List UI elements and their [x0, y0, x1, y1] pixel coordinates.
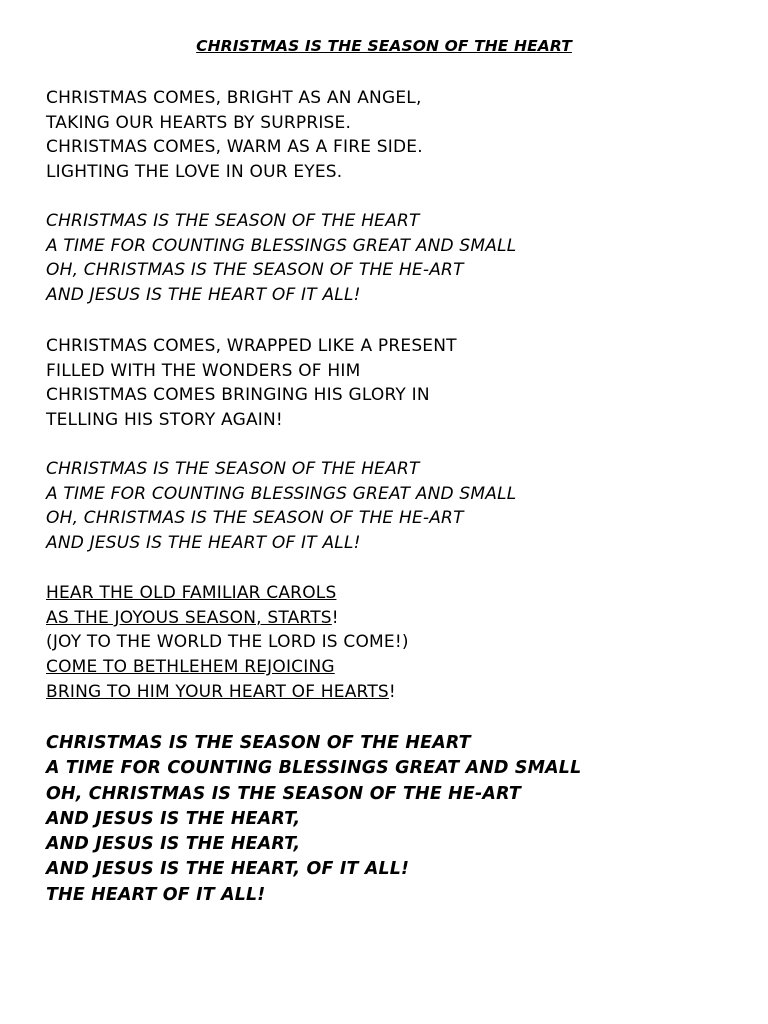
chorus-1-line-1: CHRISTMAS IS THE SEASON OF THE HEART [46, 211, 420, 231]
chorus-2-line-3: OH, CHRISTMAS IS THE SEASON OF THE HE-ART [46, 508, 464, 529]
final-chorus [46, 731, 581, 908]
verse-2-line-3: CHRISTMAS COMES BRINGING HIS GLORY IN [46, 385, 430, 406]
verse-2-line-4: TELLING HIS STORY AGAIN! [46, 410, 283, 431]
bridge-line-2-tail: ! [331, 607, 339, 628]
chorus-1-line-3: OH, CHRISTMAS IS THE SEASON OF THE HE-ART [46, 260, 464, 281]
bridge-line-5 [46, 680, 409, 705]
bridge [46, 581, 409, 705]
bridge-line-5-tail: ! [388, 681, 396, 702]
chorus-2 [46, 457, 516, 556]
verse-2 [46, 334, 457, 433]
bridge-line-1-underlined: HEAR THE OLD FAMILIAR CAROLS [46, 583, 337, 603]
verse-1-line-2: TAKING OUR HEARTS BY SURPRISE. [46, 112, 352, 133]
final-chorus-line-1: CHRISTMAS IS THE SEASON OF THE HEART [46, 733, 471, 753]
bridge-line-2-underlined: AS THE JOYOUS SEASON, STARTS [46, 607, 332, 628]
chorus-2-line-2: A TIME FOR COUNTING BLESSINGS GREAT AND SMALL [46, 483, 517, 504]
bridge-line-5-underlined: BRING TO HIM YOUR HEART OF HEARTS [46, 681, 389, 702]
bridge-line-1 [46, 581, 409, 606]
chorus-1-line-2: A TIME FOR COUNTING BLESSINGS GREAT AND SMALL [46, 235, 517, 256]
final-chorus-line-5: AND JESUS IS THE HEART, [46, 834, 301, 855]
verse-1 [46, 86, 423, 185]
chorus-1-line-4: AND JESUS IS THE HEART OF IT ALL! [46, 285, 361, 306]
final-chorus-line-6: AND JESUS IS THE HEART, OF IT ALL! [46, 859, 410, 880]
bridge-line-4 [46, 655, 409, 680]
verse-2-line-1: CHRISTMAS COMES, WRAPPED LIKE A PRESENT [46, 336, 457, 356]
song-title: CHRISTMAS IS THE SEASON OF THE HEART [196, 37, 572, 55]
bridge-line-3: (JOY TO THE WORLD THE LORD IS COME!) [46, 632, 409, 653]
chorus-1 [46, 209, 516, 308]
verse-1-line-1: CHRISTMAS COMES, BRIGHT AS AN ANGEL, [46, 88, 422, 108]
verse-1-line-4: LIGHTING THE LOVE IN OUR EYES. [46, 162, 343, 183]
chorus-2-line-1: CHRISTMAS IS THE SEASON OF THE HEART [46, 459, 420, 479]
final-chorus-line-7: THE HEART OF IT ALL! [46, 884, 266, 905]
final-chorus-line-2: A TIME FOR COUNTING BLESSINGS GREAT AND SMALL [46, 758, 582, 779]
bridge-line-4-underlined: COME TO BETHLEHEM REJOICING [46, 657, 335, 678]
final-chorus-line-3: OH, CHRISTMAS IS THE SEASON OF THE HE-ART [46, 783, 521, 804]
final-chorus-line-4: AND JESUS IS THE HEART, [46, 808, 301, 829]
verse-2-line-2: FILLED WITH THE WONDERS OF HIM [46, 360, 361, 381]
verse-1-line-3: CHRISTMAS COMES, WARM AS A FIRE SIDE. [46, 137, 423, 158]
bridge-line-2 [46, 606, 409, 631]
chorus-2-line-4: AND JESUS IS THE HEART OF IT ALL! [46, 533, 361, 554]
